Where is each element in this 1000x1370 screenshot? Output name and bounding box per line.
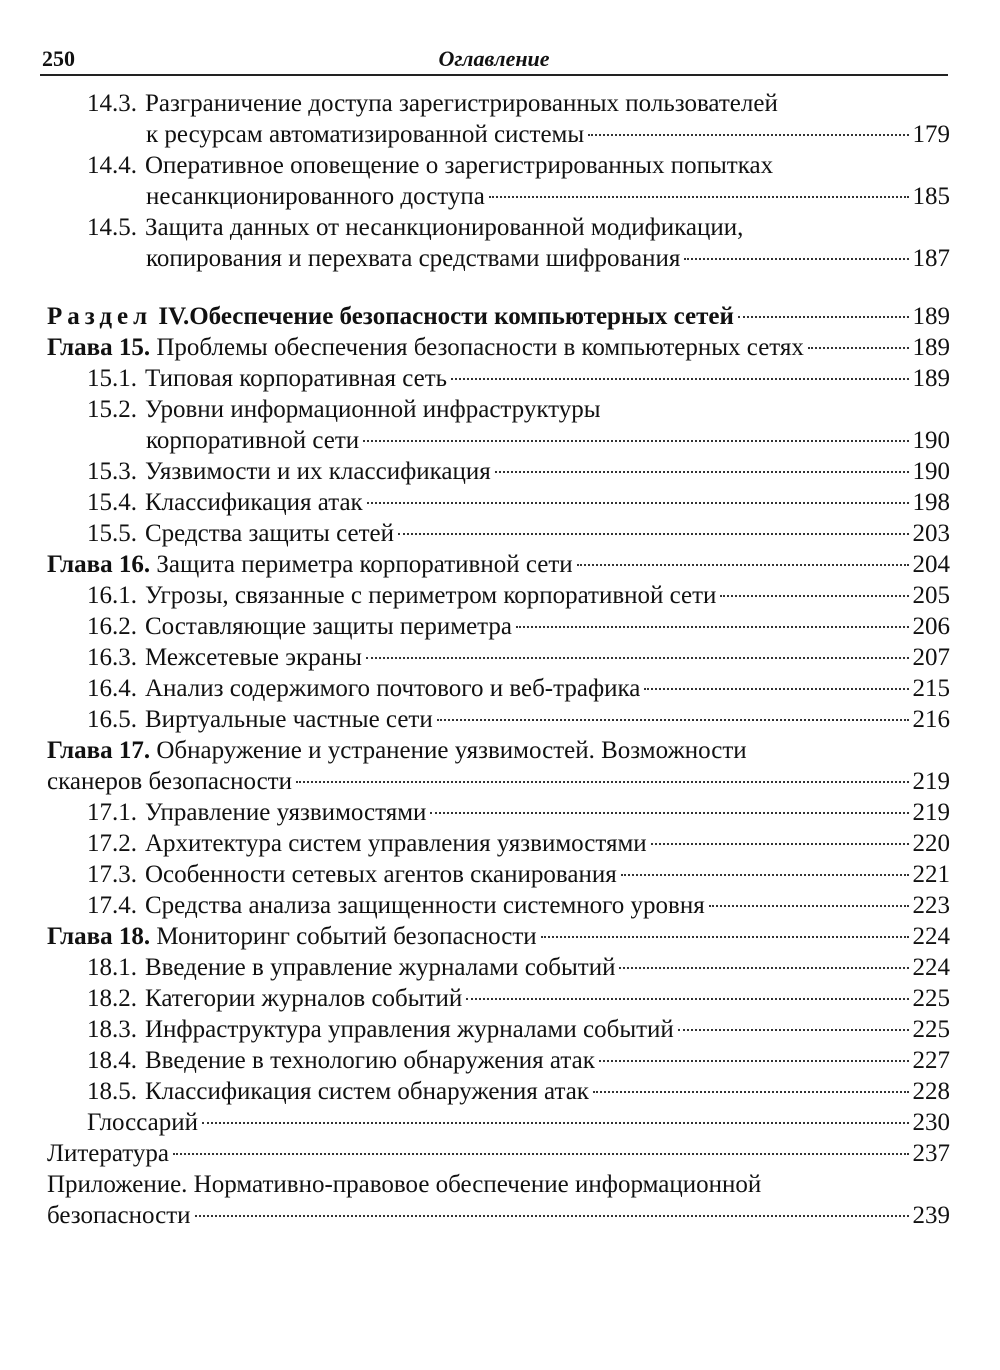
entry-title-cont: безопасности xyxy=(47,1202,191,1229)
toc-entry[interactable] xyxy=(0,1076,1000,1107)
chapter-number: 18. xyxy=(118,923,151,950)
entry-title: Инфраструктура управления журналами событий xyxy=(145,1016,674,1043)
entry-title: Средства защиты сетей xyxy=(145,520,394,547)
entry-number: 17.4. xyxy=(87,892,137,919)
entry-title-cont: несанкционированного доступа xyxy=(146,183,485,210)
page-ref: 224 xyxy=(912,954,950,981)
dot-leader xyxy=(644,688,908,690)
entry-title: Типовая корпоративная сеть xyxy=(145,365,448,392)
toc-entry[interactable] xyxy=(0,580,1000,611)
page-ref: 205 xyxy=(912,582,950,609)
entry-title: Классификация систем обнаружения атак xyxy=(145,1078,589,1105)
entry-title: Управление уязвимостями xyxy=(145,799,427,826)
dot-leader xyxy=(516,626,909,628)
chapter-title: Защита периметра корпоративной сети xyxy=(156,551,573,578)
chapter-title: Мониторинг событий безопасности xyxy=(156,923,537,950)
entry-title: Угрозы, связанные с периметром корпоративной сети xyxy=(145,582,717,609)
entry-number: 14.3. xyxy=(87,90,137,117)
chapter-title-cont: сканеров безопасности xyxy=(47,768,292,795)
part-number: IV. xyxy=(158,303,190,330)
toc-entry[interactable] xyxy=(0,456,1000,487)
page-ref: 224 xyxy=(912,923,950,950)
toc-entry[interactable] xyxy=(0,704,1000,735)
dot-leader xyxy=(619,967,908,969)
toc-chapter-entry[interactable] xyxy=(0,735,1000,797)
dot-leader xyxy=(437,719,909,721)
page-ref: 230 xyxy=(912,1109,950,1136)
dot-leader xyxy=(367,502,909,504)
page-ref: 221 xyxy=(912,861,950,888)
dot-leader xyxy=(296,781,909,783)
toc-glossary-entry[interactable] xyxy=(0,1107,1000,1138)
page-ref: 203 xyxy=(912,520,950,547)
page-ref: 237 xyxy=(912,1140,950,1167)
toc-entry[interactable] xyxy=(0,150,1000,212)
dot-leader xyxy=(588,134,908,136)
page-ref: 223 xyxy=(912,892,950,919)
dot-leader xyxy=(363,440,908,442)
entry-number: 15.2. xyxy=(87,396,137,423)
entry-title: Оперативное оповещение о зарегистрированных попытках xyxy=(145,152,774,179)
entry-number: 18.2. xyxy=(87,985,137,1012)
toc-appendix-entry[interactable] xyxy=(0,1169,1000,1231)
chapter-number: 15. xyxy=(118,334,151,361)
entry-title: Виртуальные частные сети xyxy=(145,706,433,733)
chapter-label: Глава xyxy=(47,334,113,361)
toc-entry[interactable] xyxy=(0,363,1000,394)
page-ref: 227 xyxy=(912,1047,950,1074)
toc-entry[interactable] xyxy=(0,611,1000,642)
entry-title: Классификация атак xyxy=(145,489,363,516)
entry-title: Уровни информационной инфраструктуры xyxy=(145,396,601,423)
page-number: 250 xyxy=(42,46,75,71)
entry-title: Категории журналов событий xyxy=(145,985,463,1012)
entry-number: 18.1. xyxy=(87,954,137,981)
dot-leader xyxy=(202,1122,908,1124)
toc-chapter-entry[interactable] xyxy=(0,332,1000,363)
entry-number: 18.5. xyxy=(87,1078,137,1105)
toc-entry[interactable] xyxy=(0,212,1000,274)
page-ref: 187 xyxy=(912,245,950,272)
entry-title-cont: к ресурсам автоматизированной системы xyxy=(146,121,585,148)
dot-leader xyxy=(651,843,909,845)
chapter-label: Глава xyxy=(47,923,113,950)
page-ref: 216 xyxy=(912,706,950,733)
dot-leader xyxy=(684,258,908,260)
entry-number: 15.4. xyxy=(87,489,137,516)
toc-entry[interactable] xyxy=(0,487,1000,518)
toc-entry[interactable] xyxy=(0,673,1000,704)
entry-number: 17.3. xyxy=(87,861,137,888)
entry-title: Архитектура систем управления уязвимостями xyxy=(145,830,647,857)
dot-leader xyxy=(195,1215,909,1217)
chapter-title: Обнаружение и устранение уязвимостей. Возможности xyxy=(156,737,747,764)
dot-leader xyxy=(720,595,908,597)
page-ref: 219 xyxy=(912,799,950,826)
dot-leader xyxy=(808,347,909,349)
page-ref: 190 xyxy=(912,458,950,485)
entry-number: 14.5. xyxy=(87,214,137,241)
toc-entry[interactable] xyxy=(0,952,1000,983)
dot-leader xyxy=(366,657,909,659)
entry-title: Защита данных от несанкционированной модификации, xyxy=(145,214,744,241)
page-header xyxy=(40,44,948,76)
dot-leader xyxy=(621,874,909,876)
entry-title: Разграничение доступа зарегистрированных пользователей xyxy=(145,90,778,117)
entry-number: 15.1. xyxy=(87,365,137,392)
entry-number: 15.3. xyxy=(87,458,137,485)
dot-leader xyxy=(709,905,909,907)
toc-entry[interactable] xyxy=(0,983,1000,1014)
toc-part-entry[interactable] xyxy=(0,301,1000,332)
chapter-label: Глава xyxy=(47,551,113,578)
page-ref: 225 xyxy=(912,985,950,1012)
dot-leader xyxy=(541,936,909,938)
page-ref: 228 xyxy=(912,1078,950,1105)
entry-title: Особенности сетевых агентов сканирования xyxy=(145,861,617,888)
entry-title: Анализ содержимого почтового и веб-трафика xyxy=(145,675,641,702)
dot-leader xyxy=(173,1153,909,1155)
entry-number: 17.2. xyxy=(87,830,137,857)
page-ref: 207 xyxy=(912,644,950,671)
dot-leader xyxy=(577,564,909,566)
entry-title: Уязвимости и их классификация xyxy=(145,458,491,485)
entry-title: Средства анализа защищенности системного уровня xyxy=(145,892,705,919)
part-title: Обеспечение безопасности компьютерных сетей xyxy=(189,303,734,330)
toc-entry[interactable] xyxy=(0,518,1000,549)
toc-chapter-entry[interactable] xyxy=(0,549,1000,580)
entry-number: 15.5. xyxy=(87,520,137,547)
entry-number: 16.4. xyxy=(87,675,137,702)
toc-literature-entry[interactable] xyxy=(0,1138,1000,1169)
page-ref: 185 xyxy=(912,183,950,210)
toc-entry[interactable] xyxy=(0,394,1000,456)
entry-title: Введение в управление журналами событий xyxy=(145,954,616,981)
entry-title-cont: копирования и перехвата средствами шифрования xyxy=(146,245,681,272)
dot-leader xyxy=(738,316,909,318)
chapter-label: Глава xyxy=(47,737,113,764)
entry-number: 16.5. xyxy=(87,706,137,733)
page-ref: 206 xyxy=(912,613,950,640)
dot-leader xyxy=(599,1060,909,1062)
dot-leader xyxy=(495,471,909,473)
page-ref: 219 xyxy=(912,768,950,795)
entry-number: 16.1. xyxy=(87,582,137,609)
toc-entry[interactable] xyxy=(0,1045,1000,1076)
entry-number: 17.1. xyxy=(87,799,137,826)
entry-number: 14.4. xyxy=(87,152,137,179)
page-ref: 189 xyxy=(912,365,950,392)
entry-title: Межсетевые экраны xyxy=(145,644,362,671)
toc-entry[interactable] xyxy=(0,642,1000,673)
toc-entry[interactable] xyxy=(0,88,1000,150)
toc-entry[interactable] xyxy=(0,890,1000,921)
dot-leader xyxy=(451,378,908,380)
dot-leader xyxy=(489,196,909,198)
dot-leader xyxy=(593,1091,909,1093)
entry-number: 18.3. xyxy=(87,1016,137,1043)
page-ref: 189 xyxy=(912,334,950,361)
running-title: Оглавление xyxy=(438,46,550,71)
chapter-number: 16. xyxy=(118,551,151,578)
entry-title-cont: корпоративной сети xyxy=(146,427,360,454)
toc-chapter-entry[interactable] xyxy=(0,921,1000,952)
part-label: Раздел xyxy=(47,303,153,330)
chapter-number: 17. xyxy=(118,737,151,764)
entry-title: Литература xyxy=(47,1140,169,1167)
page-ref: 215 xyxy=(912,675,950,702)
page-ref: 239 xyxy=(912,1202,950,1229)
entry-title: Глоссарий xyxy=(87,1109,199,1136)
chapter-title: Проблемы обеспечения безопасности в компьютерных сетях xyxy=(156,334,804,361)
dot-leader xyxy=(398,533,909,535)
toc-entry[interactable] xyxy=(0,797,1000,828)
entry-number: 16.2. xyxy=(87,613,137,640)
entry-title: Составляющие защиты периметра xyxy=(145,613,512,640)
page-ref: 179 xyxy=(912,121,950,148)
dot-leader xyxy=(678,1029,909,1031)
table-of-contents xyxy=(0,88,1000,1231)
page-ref: 225 xyxy=(912,1016,950,1043)
entry-number: 16.3. xyxy=(87,644,137,671)
page-ref: 189 xyxy=(912,303,950,330)
entry-number: 18.4. xyxy=(87,1047,137,1074)
entry-title: Введение в технологию обнаружения атак xyxy=(145,1047,595,1074)
page-ref: 204 xyxy=(912,551,950,578)
toc-entry[interactable] xyxy=(0,828,1000,859)
dot-leader xyxy=(466,998,908,1000)
toc-entry[interactable] xyxy=(0,859,1000,890)
page-ref: 190 xyxy=(912,427,950,454)
page-ref: 220 xyxy=(912,830,950,857)
toc-entry[interactable] xyxy=(0,1014,1000,1045)
entry-title: Приложение. Нормативно-правовое обеспечение информационной xyxy=(47,1171,762,1198)
dot-leader xyxy=(430,812,908,814)
page-ref: 198 xyxy=(912,489,950,516)
